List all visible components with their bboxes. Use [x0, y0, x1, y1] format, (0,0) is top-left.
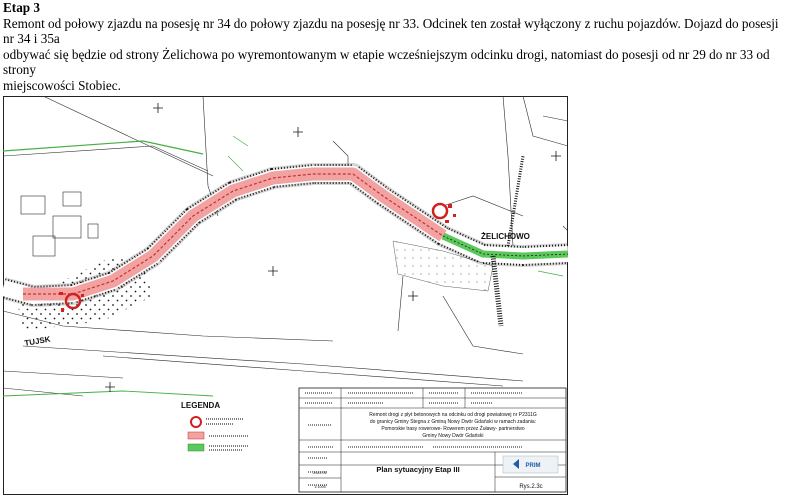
- drawing-number: Rys.2.3c: [519, 484, 543, 490]
- legend-earlier-swatch: [188, 444, 204, 451]
- title-block: [299, 388, 566, 492]
- project-description-line-2: do granicy Gminy Stegna z Gminą Nowy Dwór Gdański w ramach zadania:: [369, 419, 537, 425]
- drawing-date: 2022.01: [313, 471, 327, 475]
- situation-plan-drawing: [3, 96, 568, 495]
- situation-plan-svg: [3, 96, 568, 495]
- legend-stage-swatch: [188, 432, 204, 439]
- project-description-line-4: Gminy Nowy Dwór Gdański: [422, 433, 484, 439]
- label-zelichowo: ŻELICHOWO: [481, 232, 530, 241]
- stage-paragraph-line-3: miejscowości Stobiec.: [3, 77, 121, 93]
- document-text: [3, 0, 792, 93]
- stage-heading: Etap 3: [3, 0, 41, 15]
- label-tujsk: TUJSK: [23, 334, 52, 348]
- stage-paragraph-line-2: odbywać się będzie od strony Żelichowa po wyremontowanym w etapie wcześniejszym odcinku drogi, natomiast do posesji od nr 29 do nr 33 od strony: [3, 46, 770, 77]
- company-logo-text: PRIM: [525, 463, 541, 469]
- legend-title: LEGENDA: [181, 401, 221, 410]
- project-description-line-1: Remont drogi z płyt betonowych na odcinku od drogi powiatowej nr P2311G: [369, 412, 537, 418]
- drawing-scale: 1:1000: [314, 485, 326, 489]
- project-description-line-3: Pomorskie trasy rowerowe- Rowerem przez Żuławy- partnerstwo: [381, 426, 525, 432]
- plan-title: Plan sytuacyjny Etap III: [376, 465, 460, 474]
- stage-paragraph-line-1: Remont od połowy zjazdu na posesję nr 34 do połowy zjazdu na posesję nr 33. Odcinek ten został wyłączony z ruchu pojazdów. Dojazd do posesji nr 34 i 35a: [3, 15, 779, 46]
